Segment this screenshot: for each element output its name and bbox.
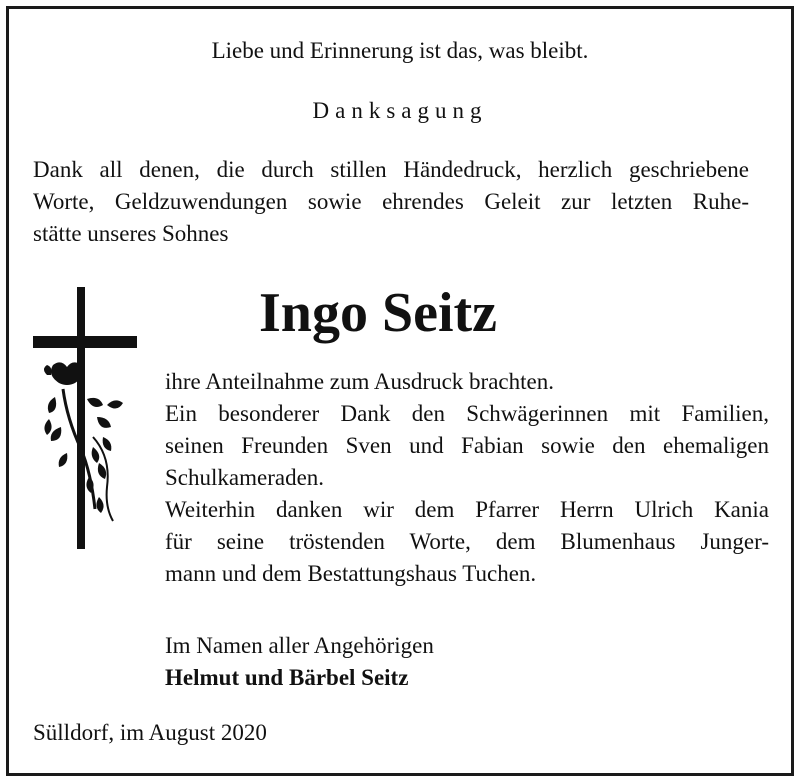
- intro-line: Dank all denen, die durch stillen Händedruck, herzlich geschriebene: [33, 157, 749, 182]
- motto: Liebe und Erinnerung ist das, was bleibt.: [211, 38, 589, 63]
- body-line: Ein besonderer Dank den Schwägerinnen mit Familien,: [165, 401, 769, 426]
- body-line: Schulkameraden.: [165, 465, 325, 490]
- signature-preface: Im Namen aller Angehörigen: [165, 633, 434, 658]
- body-line: Weiterhin danken wir dem Pfarrer Herrn Ulrich Kania: [165, 497, 769, 522]
- body-text: [165, 366, 769, 590]
- intro-text: [33, 154, 749, 250]
- intro-line: Worte, Geldzuwendungen sowie ehrendes Geleit zur letzten Ruhe-: [33, 189, 749, 214]
- body-line: für seine tröstenden Worte, dem Blumenhaus Junger-: [165, 529, 769, 554]
- body-line: mann und dem Bestattungshaus Tuchen.: [165, 561, 537, 586]
- intro-line: stätte unseres Sohnes: [33, 221, 229, 246]
- body-line: ihre Anteilnahme zum Ausdruck brachten.: [165, 369, 554, 394]
- signature-block: [165, 630, 434, 694]
- heading: Danksagung: [312, 98, 488, 123]
- body-line: seinen Freunden Sven und Fabian sowie den ehemaligen: [165, 433, 769, 458]
- signature-names: Helmut und Bärbel Seitz: [165, 665, 409, 690]
- place-date: Sülldorf, im August 2020: [33, 720, 267, 745]
- deceased-name: Ingo Seitz: [259, 282, 497, 344]
- obituary-notice: [6, 6, 794, 776]
- cross-with-rose-icon: [33, 287, 137, 549]
